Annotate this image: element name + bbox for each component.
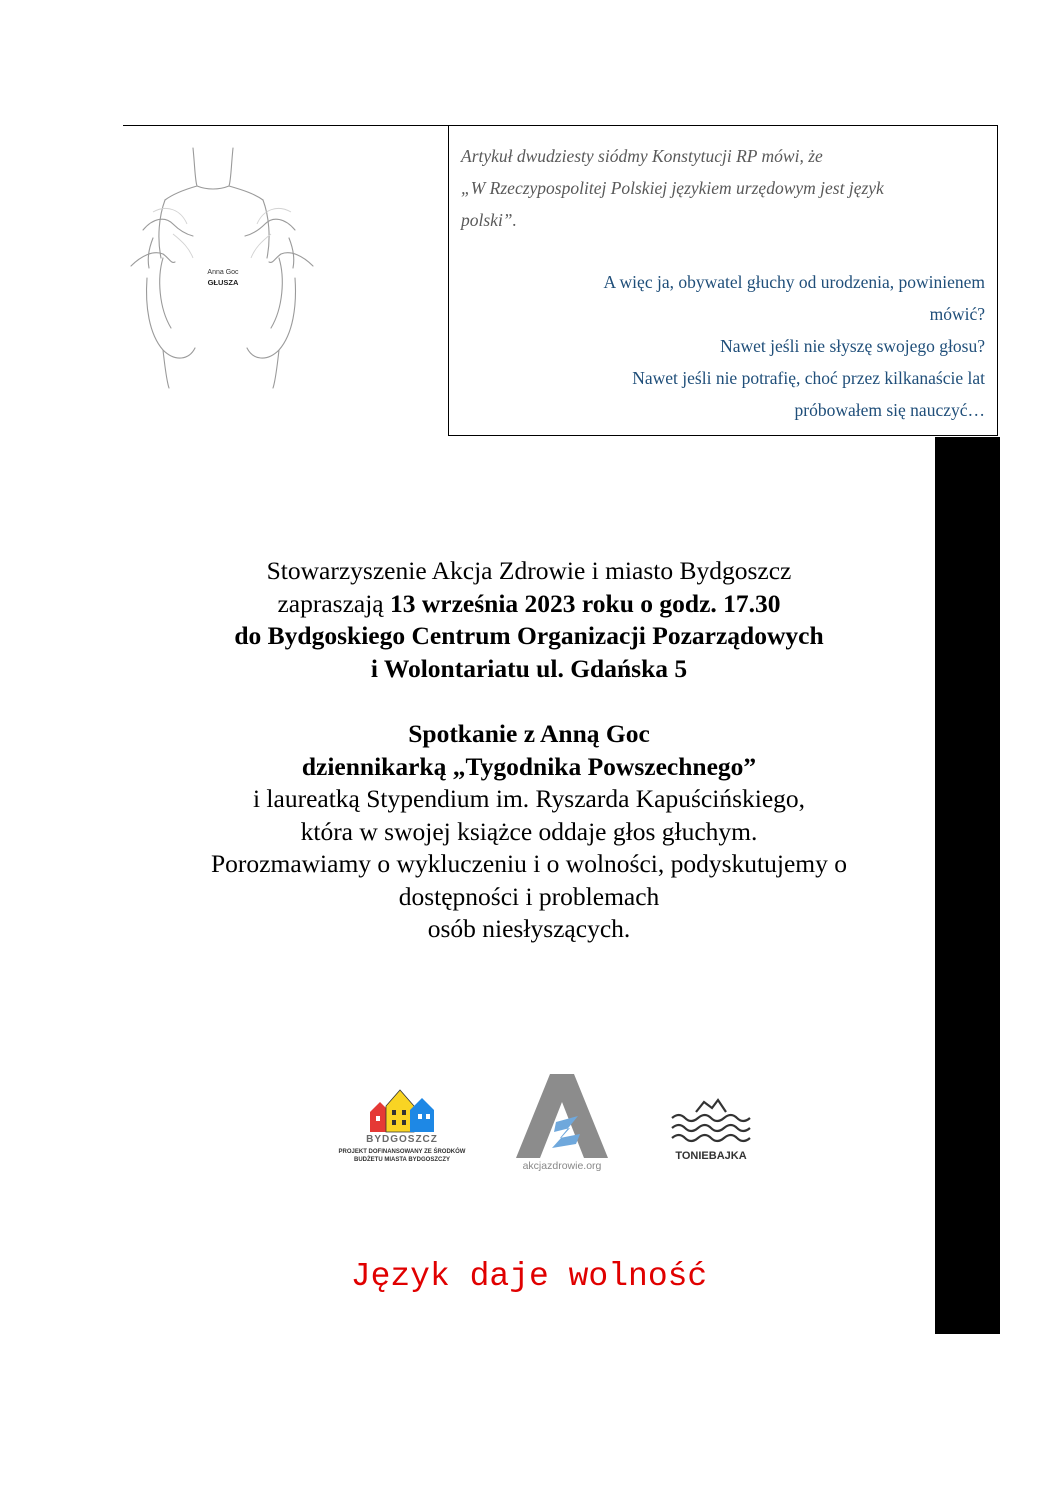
quote-right-line: mówić?: [929, 304, 985, 324]
quote-right-line: próbowałem się nauczyć…: [794, 400, 985, 420]
akcjazdrowie-a-icon: [516, 1072, 608, 1160]
invitation-line-4: [100, 653, 958, 686]
meeting-line-3: i laureatką Stypendium im. Ryszarda Kapuścińskiego,: [252, 784, 806, 813]
sponsor-logos: [300, 1070, 780, 1180]
quote-right-line: A więc ja, obywatel głuchy od urodzenia, powinienem: [603, 272, 985, 292]
meeting-line-4: która w swojej książce oddaje głos głuchym.: [300, 816, 758, 846]
toniebajka-waves-icon: [666, 1098, 756, 1148]
bydgoszcz-caption: [322, 1148, 482, 1164]
cover-title: GŁUSZA: [207, 278, 239, 287]
constitution-quote: [461, 140, 991, 236]
venue-address: i Wolontariatu ul. Gdańska 5: [370, 653, 688, 683]
meeting-line-5: Porozmawiamy o wykluczeniu i o wolności, podyskutujemy o: [211, 849, 847, 878]
constitution-quote-box: [448, 125, 998, 436]
bydgoszcz-caption-line: PROJEKT DOFINANSOWANY ZE ŚRODKÓW: [338, 1149, 466, 1155]
invitation-line-2: [100, 588, 958, 621]
invitation-line-3: [100, 620, 958, 653]
bydgoszcz-caption-line: BUDŻETU MIASTA BYDGOSZCZY: [354, 1157, 450, 1163]
quote-right-line: Nawet jeśli nie słyszę swojego głosu?: [720, 336, 985, 356]
venue-name: do Bydgoskiego Centrum Organizacji Pozarządowych: [234, 621, 824, 650]
akcjazdrowie-site: akcjazdrowie.org: [522, 1160, 602, 1172]
invitation-text: [100, 555, 958, 946]
meeting-line-2: [100, 751, 958, 784]
book-cover-illustration: [123, 138, 323, 390]
meeting-line-6: dostępności i problemach: [398, 881, 660, 911]
bydgoszcz-wordmark: BYDGOSZCZ: [366, 1134, 438, 1145]
toniebajka-wordmark: TONIEBAJKA: [675, 1150, 747, 1162]
meeting-title: Spotkanie z Anną Goc: [408, 719, 650, 748]
bydgoszcz-houses-icon: [322, 1084, 482, 1136]
quote-right-line: Nawet jeśli nie potrafię, choć przez kilkanaście lat: [632, 368, 985, 388]
cover-author: Anna Goc: [207, 269, 239, 276]
hands-drawing: [123, 138, 323, 390]
akcjazdrowie-logo: [516, 1072, 608, 1178]
invitation-line-2-plain: zapraszają: [277, 588, 390, 618]
deaf-citizen-question: [455, 266, 985, 426]
event-date-time: 13 września 2023 roku o godz. 17.30: [390, 588, 781, 618]
meeting-line-7: osób niesłyszących.: [427, 914, 631, 943]
quote-italic-line: polski”.: [461, 210, 517, 230]
slogan: Język daje wolność: [350, 1258, 708, 1295]
meeting-line-1: [100, 718, 958, 751]
quote-italic-line: „W Rzeczypospolitej Polskiej językiem urzędowym jest język: [461, 178, 884, 198]
quote-italic-line: Artykuł dwudziesty siódmy Konstytucji RP mówi, że: [461, 146, 823, 166]
bydgoszcz-logo: [322, 1084, 482, 1174]
journalist-credit: dziennikarką „Tygodnika Powszechnego”: [301, 751, 757, 781]
top-rule: [123, 125, 448, 126]
toniebajka-logo: [666, 1098, 756, 1168]
invitation-line-1: Stowarzyszenie Akcja Zdrowie i miasto Bydgoszcz: [266, 556, 792, 585]
